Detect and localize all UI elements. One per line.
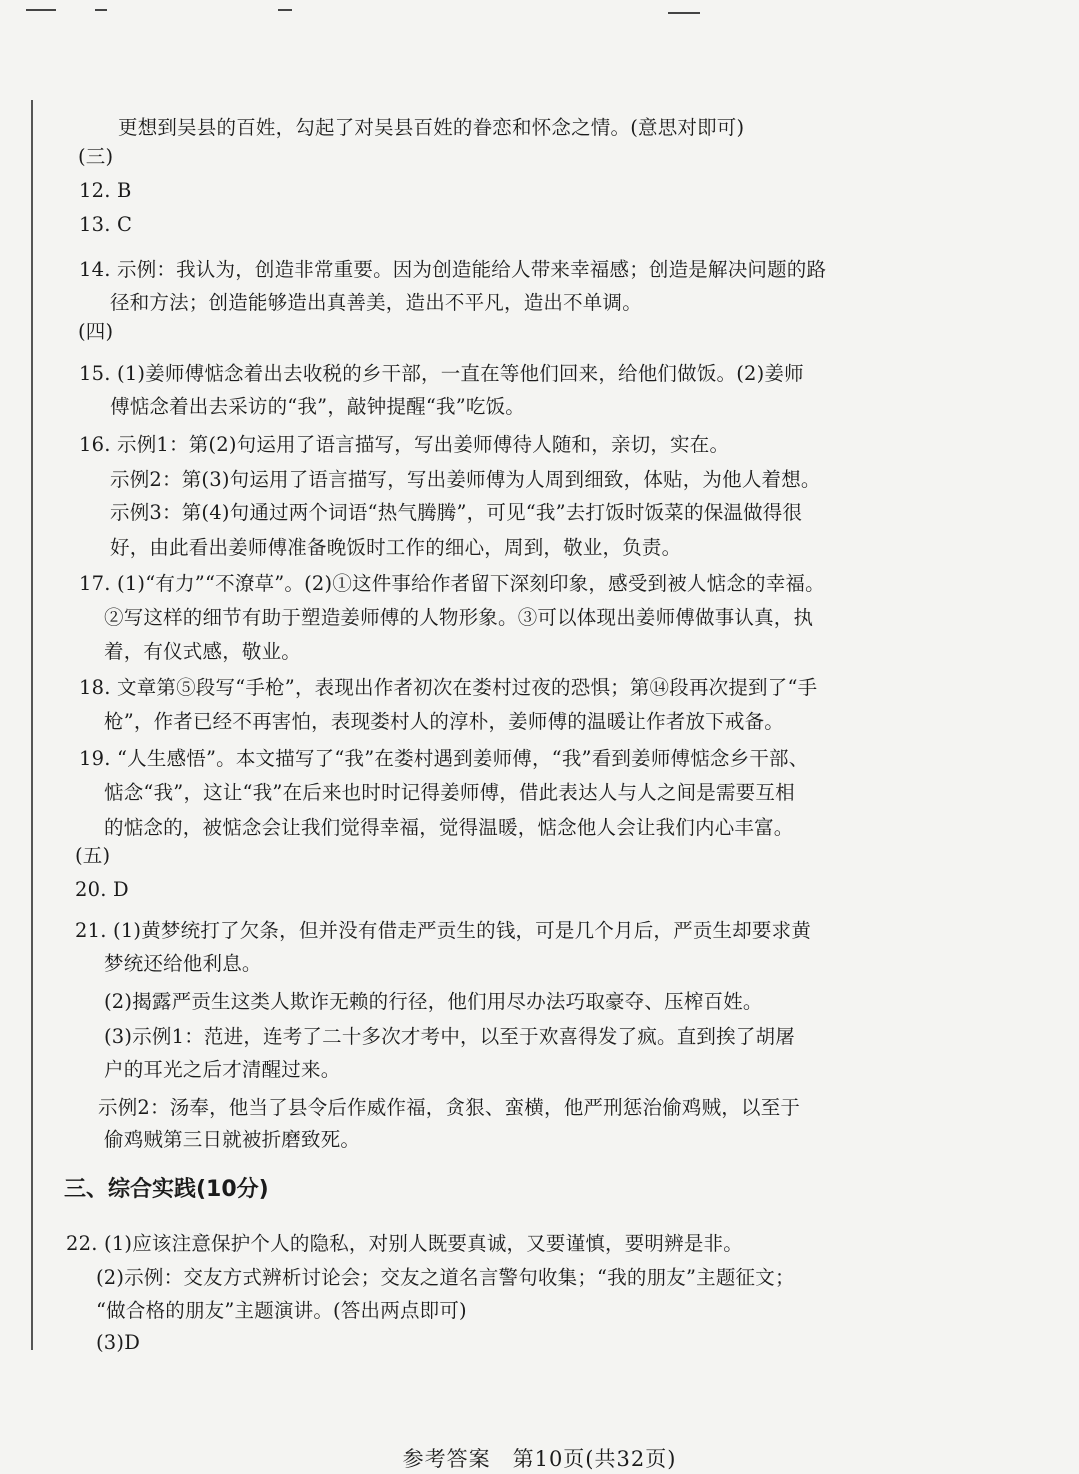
margin-rule — [31, 100, 33, 1350]
answer-line: (2)揭露严贡生这类人欺诈无赖的行径，他们用尽办法巧取豪夺、压榨百姓。 — [104, 990, 763, 1013]
answer-line: 径和方法；创造能够造出真善美，造出不平凡，造出不单调。 — [110, 291, 642, 314]
scan-mark — [278, 9, 292, 11]
answer-line: 18. 文章第⑤段写“手枪”，表现出作者初次在娄村过夜的恐惧；第⑭段再次提到了“手 — [79, 676, 818, 699]
answer-line: 更想到吴县的百姓，勾起了对吴县百姓的眷恋和怀念之情。(意思对即可) — [118, 116, 745, 139]
section-label: (五) — [75, 844, 111, 867]
answer-line: 17. (1)“有力”“不潦草”。(2)①这件事给作者留下深刻印象，感受到被人惦念的幸福。 — [79, 572, 825, 595]
answer-line: 惦念“我”，这让“我”在后来也时时记得姜师傅，借此表达人与人之间是需要互相 — [104, 781, 795, 804]
answer-line: 的惦念的，被惦念会让我们觉得幸福，觉得温暖，惦念他人会让我们内心丰富。 — [104, 816, 794, 839]
answer-line: 21. (1)黄梦统打了欠条，但并没有借走严贡生的钱，可是几个月后，严贡生却要求黄 — [75, 919, 812, 942]
answer-line: 20. D — [75, 878, 129, 901]
answer-line: 着，有仪式感，敬业。 — [104, 640, 302, 663]
answer-line: “做合格的朋友”主题演讲。(答出两点即可) — [96, 1299, 467, 1322]
answer-line: 枪”，作者已经不再害怕，表现娄村人的淳朴，姜师傅的温暖让作者放下戒备。 — [104, 710, 784, 733]
scan-mark — [95, 9, 107, 11]
answer-line: 示例2：汤奉，他当了县令后作威作福，贪狠、蛮横，他严刑惩治偷鸡贼，以至于 — [98, 1096, 801, 1119]
answer-line: 14. 示例：我认为，创造非常重要。因为创造能给人带来幸福感；创造是解决问题的路 — [79, 258, 827, 281]
section-heading: 三、综合实践(10分) — [64, 1177, 269, 1202]
scan-mark — [668, 12, 700, 14]
section-label: (四) — [78, 320, 114, 343]
answer-line: ②写这样的细节有助于塑造姜师傅的人物形象。③可以体现出姜师傅做事认真，执 — [104, 606, 814, 629]
answer-line: 偷鸡贼第三日就被折磨致死。 — [104, 1128, 361, 1151]
answer-line: 示例2：第(3)句运用了语言描写，写出姜师傅为人周到细致，体贴，为他人着想。 — [110, 468, 821, 491]
answer-line: 示例3：第(4)句通过两个词语“热气腾腾”，可见“我”去打饭时饭菜的保温做得很 — [110, 501, 803, 524]
answer-line: (3)示例1：范进，连考了二十多次才考中，以至于欢喜得发了疯。直到挨了胡屠 — [104, 1025, 795, 1048]
section-label: (三) — [78, 145, 114, 168]
answer-line: 13. C — [79, 213, 133, 236]
answer-line: 16. 示例1：第(2)句运用了语言描写，写出姜师傅待人随和，亲切，实在。 — [79, 433, 730, 456]
answer-line: 傅惦念着出去采访的“我”，敲钟提醒“我”吃饭。 — [110, 395, 525, 418]
answer-line: 15. (1)姜师傅惦念着出去收税的乡干部，一直在等他们回来，给他们做饭。(2)姜师 — [79, 362, 804, 385]
answer-line: 梦统还给他利息。 — [104, 952, 262, 975]
answer-line: 22. (1)应该注意保护个人的隐私，对别人既要真诚，又要谨慎，要明辨是非。 — [66, 1232, 743, 1255]
answer-line: 户的耳光之后才清醒过来。 — [104, 1058, 341, 1081]
page-footer: 参考答案 第10页(共32页) — [402, 1447, 677, 1471]
answer-line: (3)D — [96, 1331, 141, 1354]
scan-mark — [26, 9, 56, 11]
answer-line: 12. B — [79, 179, 132, 202]
answer-line: 好，由此看出姜师傅准备晚饭时工作的细心，周到，敬业，负责。 — [110, 536, 682, 559]
answer-line: 19. “人生感悟”。本文描写了“我”在娄村遇到姜师傅，“我”看到姜师傅惦念乡干部、 — [79, 747, 809, 770]
answer-line: (2)示例：交友方式辨析讨论会；交友之道名言警句收集；“我的朋友”主题征文； — [96, 1266, 795, 1289]
